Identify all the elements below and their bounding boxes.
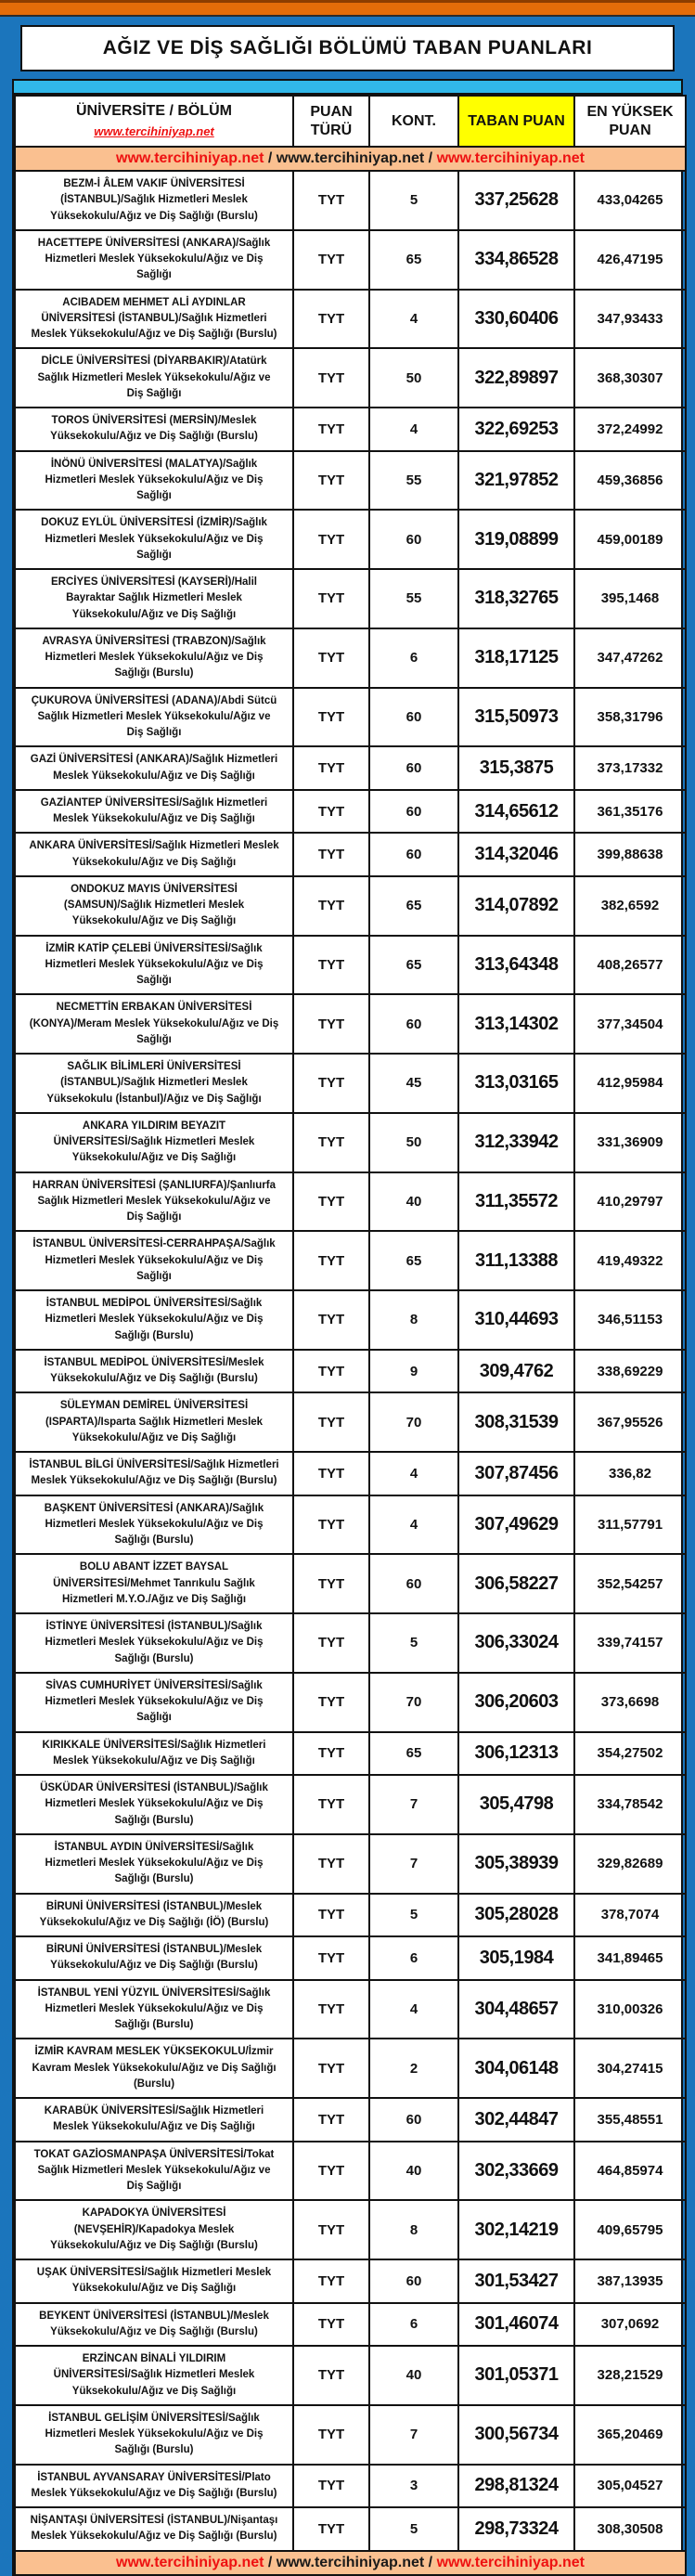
table-row xyxy=(15,746,686,790)
base-score-cell: 305,4798 xyxy=(458,1775,574,1834)
highest-score-cell: 365,20469 xyxy=(574,2405,686,2465)
university-cell: DOKUZ EYLÜL ÜNİVERSİTESİ (İZMİR)/Sağlık Hizmetleri Meslek Yüksekokulu/Ağız ve Diş Sağlığı xyxy=(15,510,293,569)
table-row xyxy=(15,1980,686,2039)
highest-score-cell: 399,88638 xyxy=(574,833,686,876)
base-score-cell: 330,60406 xyxy=(458,290,574,349)
highest-score-cell: 334,78542 xyxy=(574,1775,686,1834)
banner-separator: / xyxy=(264,2554,277,2570)
highest-score-cell: 377,34504 xyxy=(574,994,686,1054)
score-type-cell: TYT xyxy=(293,746,369,790)
score-type-cell: TYT xyxy=(293,510,369,569)
highest-score-cell: 307,0692 xyxy=(574,2303,686,2347)
university-cell: BEZM-İ ÂLEM VAKIF ÜNİVERSİTESİ (İSTANBUL)/Sağlık Hizmetleri Meslek Yüksekokulu/Ağız ve Diş Sağlığı (Burslu) xyxy=(15,171,293,230)
table-row xyxy=(15,2142,686,2201)
base-score-cell: 322,69253 xyxy=(458,408,574,451)
score-type-cell: TYT xyxy=(293,2405,369,2465)
university-cell: BOLU ABANT İZZET BAYSAL ÜNİVERSİTESİ/Mehmet Tanrıkulu Sağlık Hizmetleri M.Y.O./Ağız ve Diş Sağlığı xyxy=(15,1554,293,1613)
column-header-base-score xyxy=(458,96,574,147)
quota-cell: 60 xyxy=(369,1554,458,1613)
score-type-cell: TYT xyxy=(293,994,369,1054)
university-cell: SİVAS CUMHURİYET ÜNİVERSİTESİ/Sağlık Hizmetleri Meslek Yüksekokulu/Ağız ve Diş Sağlığı xyxy=(15,1673,293,1732)
top-banner-cell xyxy=(15,147,686,171)
highest-score-cell: 459,00189 xyxy=(574,510,686,569)
quota-cell: 4 xyxy=(369,290,458,349)
bottom-banner-cell xyxy=(15,2551,686,2575)
table-row xyxy=(15,1775,686,1834)
score-type-column-label: PUAN TÜRÜ xyxy=(310,103,353,138)
base-score-cell: 306,12313 xyxy=(458,1732,574,1776)
header-row xyxy=(15,96,686,147)
score-type-cell: TYT xyxy=(293,1732,369,1776)
base-score-cell: 314,65612 xyxy=(458,790,574,834)
highest-score-cell: 410,29797 xyxy=(574,1172,686,1232)
base-score-cell: 311,35572 xyxy=(458,1172,574,1232)
base-score-cell: 334,86528 xyxy=(458,230,574,290)
table-row xyxy=(15,1113,686,1172)
table-row xyxy=(15,994,686,1054)
quota-cell: 60 xyxy=(369,833,458,876)
highest-score-cell: 328,21529 xyxy=(574,2346,686,2405)
table-row xyxy=(15,1732,686,1776)
highest-score-cell: 346,51153 xyxy=(574,1290,686,1350)
university-cell: GAZİANTEP ÜNİVERSİTESİ/Sağlık Hizmetleri Meslek Yüksekokulu/Ağız ve Diş Sağlığı xyxy=(15,790,293,834)
quota-cell: 4 xyxy=(369,408,458,451)
score-type-cell: TYT xyxy=(293,1172,369,1232)
base-score-cell: 305,38939 xyxy=(458,1834,574,1894)
table-row xyxy=(15,2098,686,2142)
table-row xyxy=(15,833,686,876)
base-score-cell: 308,31539 xyxy=(458,1392,574,1452)
base-score-cell: 319,08899 xyxy=(458,510,574,569)
base-score-cell: 306,58227 xyxy=(458,1554,574,1613)
base-score-cell: 302,44847 xyxy=(458,2098,574,2142)
highest-score-cell: 361,35176 xyxy=(574,790,686,834)
university-cell: TOROS ÜNİVERSİTESİ (MERSİN)/Meslek Yüksekokulu/Ağız ve Diş Sağlığı (Burslu) xyxy=(15,408,293,451)
quota-cell: 60 xyxy=(369,746,458,790)
table-row xyxy=(15,2507,686,2551)
table-row xyxy=(15,230,686,290)
highest-score-cell: 308,30508 xyxy=(574,2507,686,2551)
highest-score-cell: 412,95984 xyxy=(574,1054,686,1113)
quota-cell: 6 xyxy=(369,1936,458,1980)
base-score-cell: 313,03165 xyxy=(458,1054,574,1113)
university-cell: ANKARA ÜNİVERSİTESİ/Sağlık Hizmetleri Meslek Yüksekokulu/Ağız ve Diş Sağlığı xyxy=(15,833,293,876)
score-type-cell: TYT xyxy=(293,1290,369,1350)
quota-cell: 60 xyxy=(369,2259,458,2303)
base-score-cell: 312,33942 xyxy=(458,1113,574,1172)
score-type-cell: TYT xyxy=(293,1936,369,1980)
university-cell: İSTANBUL AYVANSARAY ÜNİVERSİTESİ/Plato Meslek Yüksekokulu/Ağız ve Diş Sağlığı (Burslu) xyxy=(15,2465,293,2508)
score-type-cell: TYT xyxy=(293,1495,369,1555)
score-type-cell: TYT xyxy=(293,1834,369,1894)
table-row xyxy=(15,1290,686,1350)
score-type-cell: TYT xyxy=(293,1231,369,1290)
university-cell: İSTİNYE ÜNİVERSİTESİ (İSTANBUL)/Sağlık Hizmetleri Meslek Yüksekokulu/Ağız ve Diş Sağlığı (Burslu) xyxy=(15,1613,293,1673)
score-type-cell: TYT xyxy=(293,1775,369,1834)
table-row xyxy=(15,1172,686,1232)
quota-cell: 50 xyxy=(369,1113,458,1172)
table-row xyxy=(15,1392,686,1452)
quota-cell: 5 xyxy=(369,1613,458,1673)
university-cell: BİRUNİ ÜNİVERSİTESİ (İSTANBUL)/Meslek Yüksekokulu/Ağız ve Diş Sağlığı (Burslu) xyxy=(15,1936,293,1980)
table-row xyxy=(15,2200,686,2259)
highest-score-cell: 464,85974 xyxy=(574,2142,686,2201)
base-score-cell: 301,05371 xyxy=(458,2346,574,2405)
quota-cell: 7 xyxy=(369,2405,458,2465)
score-type-cell: TYT xyxy=(293,408,369,451)
top-banner-row xyxy=(15,147,686,171)
quota-cell: 60 xyxy=(369,510,458,569)
table-row xyxy=(15,1613,686,1673)
highest-score-cell: 382,6592 xyxy=(574,876,686,936)
score-type-cell: TYT xyxy=(293,2039,369,2098)
base-score-cell: 307,87456 xyxy=(458,1452,574,1495)
university-cell: ERZİNCAN BİNALİ YILDIRIM ÜNİVERSİTESİ/Sağlık Hizmetleri Meslek Yüksekokulu/Ağız ve Diş Sağlığı xyxy=(15,2346,293,2405)
blue-frame xyxy=(0,25,695,2576)
score-type-cell: TYT xyxy=(293,1113,369,1172)
university-cell: UŞAK ÜNİVERSİTESİ/Sağlık Hizmetleri Meslek Yüksekokulu/Ağız ve Diş Sağlığı xyxy=(15,2259,293,2303)
university-cell: İNÖNÜ ÜNİVERSİTESİ (MALATYA)/Sağlık Hizmetleri Meslek Yüksekokulu/Ağız ve Diş Sağlığı xyxy=(15,451,293,511)
score-type-cell: TYT xyxy=(293,1673,369,1732)
table-row xyxy=(15,628,686,688)
bottom-banner-row xyxy=(15,2551,686,2575)
table-row xyxy=(15,569,686,628)
tercihiniyap-footer-link-1[interactable]: www.tercihiniyap.net xyxy=(116,2554,264,2570)
score-type-cell: TYT xyxy=(293,2200,369,2259)
table-row xyxy=(15,688,686,747)
highest-score-cell: 338,69229 xyxy=(574,1350,686,1393)
table-row xyxy=(15,876,686,936)
top-orange-bar xyxy=(0,0,695,17)
highest-score-cell: 373,6698 xyxy=(574,1673,686,1732)
table-row xyxy=(15,290,686,349)
score-type-cell: TYT xyxy=(293,833,369,876)
quota-cell: 50 xyxy=(369,348,458,408)
column-header-score-type xyxy=(293,96,369,147)
quota-cell: 65 xyxy=(369,230,458,290)
table-row xyxy=(15,1554,686,1613)
table-row xyxy=(15,2039,686,2098)
base-score-cell: 305,28028 xyxy=(458,1894,574,1937)
highest-score-cell: 358,31796 xyxy=(574,688,686,747)
score-type-cell: TYT xyxy=(293,876,369,936)
table-row xyxy=(15,2465,686,2508)
university-cell: TOKAT GAZİOSMANPAŞA ÜNİVERSİTESİ/Tokat Sağlık Hizmetleri Meslek Yüksekokulu/Ağız ve Diş Sağlığı xyxy=(15,2142,293,2201)
score-type-cell: TYT xyxy=(293,2465,369,2508)
score-type-cell: TYT xyxy=(293,2303,369,2347)
score-type-cell: TYT xyxy=(293,2098,369,2142)
table-row xyxy=(15,348,686,408)
base-score-cell: 301,53427 xyxy=(458,2259,574,2303)
highest-score-cell: 459,36856 xyxy=(574,451,686,511)
highest-score-cell: 310,00326 xyxy=(574,1980,686,2039)
university-cell: ERCİYES ÜNİVERSİTESİ (KAYSERİ)/Halil Bayraktar Sağlık Hizmetleri Meslek Yüksekokulu/Ağız ve Diş Sağlığı xyxy=(15,569,293,628)
table-row xyxy=(15,1452,686,1495)
score-type-cell: TYT xyxy=(293,1980,369,2039)
base-score-cell: 322,89897 xyxy=(458,348,574,408)
university-cell: BAŞKENT ÜNİVERSİTESİ (ANKARA)/Sağlık Hizmetleri Meslek Yüksekokulu/Ağız ve Diş Sağlığı (Burslu) xyxy=(15,1495,293,1555)
score-type-cell: TYT xyxy=(293,2259,369,2303)
quota-cell: 55 xyxy=(369,569,458,628)
table-row xyxy=(15,2259,686,2303)
university-cell: KIRIKKALE ÜNİVERSİTESİ/Sağlık Hizmetleri Meslek Yüksekokulu/Ağız ve Diş Sağlığı xyxy=(15,1732,293,1776)
quota-cell: 3 xyxy=(369,2465,458,2508)
tercihiniyap-header-link[interactable]: www.tercihiniyap.net xyxy=(94,124,214,138)
table-row xyxy=(15,1894,686,1937)
table-row xyxy=(15,408,686,451)
table-row xyxy=(15,790,686,834)
highest-score-cell: 347,47262 xyxy=(574,628,686,688)
quota-cell: 7 xyxy=(369,1834,458,1894)
banner-separator: / xyxy=(424,150,437,166)
quota-cell: 40 xyxy=(369,2346,458,2405)
university-cell: İSTANBUL GELİŞİM ÜNİVERSİTESİ/Sağlık Hizmetleri Meslek Yüksekokulu/Ağız ve Diş Sağlığı (Burslu) xyxy=(15,2405,293,2465)
table-row xyxy=(15,1834,686,1894)
score-type-cell: TYT xyxy=(293,1392,369,1452)
table-panel xyxy=(12,79,683,2576)
column-header-university xyxy=(15,96,293,147)
score-type-cell: TYT xyxy=(293,1613,369,1673)
base-score-cell: 313,14302 xyxy=(458,994,574,1054)
highest-score-cell: 373,17332 xyxy=(574,746,686,790)
university-cell: İZMİR KATİP ÇELEBİ ÜNİVERSİTESİ/Sağlık Hizmetleri Meslek Yüksekokulu/Ağız ve Diş Sağlığı xyxy=(15,936,293,995)
base-score-cell: 311,13388 xyxy=(458,1231,574,1290)
base-score-cell: 301,46074 xyxy=(458,2303,574,2347)
university-cell: İSTANBUL ÜNİVERSİTESİ-CERRAHPAŞA/Sağlık Hizmetleri Meslek Yüksekokulu/Ağız ve Diş Sağlığı xyxy=(15,1231,293,1290)
university-cell: ÜSKÜDAR ÜNİVERSİTESİ (İSTANBUL)/Sağlık Hizmetleri Meslek Yüksekokulu/Ağız ve Diş Sağlığı (Burslu) xyxy=(15,1775,293,1834)
base-score-cell: 298,81324 xyxy=(458,2465,574,2508)
table-row xyxy=(15,1350,686,1393)
university-cell: SAĞLIK BİLİMLERİ ÜNİVERSİTESİ (İSTANBUL)/Sağlık Hizmetleri Meslek Yüksekokulu (İstanbul)/Ağız ve Diş Sağlığı xyxy=(15,1054,293,1113)
highest-score-cell: 329,82689 xyxy=(574,1834,686,1894)
score-type-cell: TYT xyxy=(293,1452,369,1495)
highest-score-cell: 304,27415 xyxy=(574,2039,686,2098)
table-row xyxy=(15,936,686,995)
highest-score-cell: 352,54257 xyxy=(574,1554,686,1613)
university-cell: DİCLE ÜNİVERSİTESİ (DİYARBAKIR)/Atatürk Sağlık Hizmetleri Meslek Yüksekokulu/Ağız ve Diş Sağlığı xyxy=(15,348,293,408)
score-type-cell: TYT xyxy=(293,230,369,290)
university-cell: İSTANBUL BİLGİ ÜNİVERSİTESİ/Sağlık Hizmetleri Meslek Yüksekokulu/Ağız ve Diş Sağlığı (Burslu) xyxy=(15,1452,293,1495)
score-type-cell: TYT xyxy=(293,1350,369,1393)
quota-cell: 60 xyxy=(369,688,458,747)
highest-score-cell: 336,82 xyxy=(574,1452,686,1495)
highest-score-cell: 339,74157 xyxy=(574,1613,686,1673)
base-score-cell: 314,32046 xyxy=(458,833,574,876)
table-row xyxy=(15,1673,686,1732)
university-column-label: ÜNİVERSİTE / BÖLÜM xyxy=(75,103,232,119)
banner-separator: / xyxy=(264,150,277,166)
score-type-cell: TYT xyxy=(293,2142,369,2201)
tercihiniyap-banner-link-2[interactable]: www.tercihiniyap.net xyxy=(276,150,425,166)
score-type-cell: TYT xyxy=(293,290,369,349)
quota-cell: 5 xyxy=(369,171,458,230)
quota-cell: 4 xyxy=(369,1495,458,1555)
column-header-highest-score xyxy=(574,96,686,147)
university-cell: İSTANBUL MEDİPOL ÜNİVERSİTESİ/Sağlık Hizmetleri Meslek Yüksekokulu/Ağız ve Diş Sağlığı (Burslu) xyxy=(15,1290,293,1350)
university-cell: SÜLEYMAN DEMİREL ÜNİVERSİTESİ (ISPARTA)/Isparta Sağlık Hizmetleri Meslek Yüksekokulu/Ağız ve Diş Sağlığı xyxy=(15,1392,293,1452)
score-type-cell: TYT xyxy=(293,2507,369,2551)
table-row xyxy=(15,2303,686,2347)
university-cell: BEYKENT ÜNİVERSİTESİ (İSTANBUL)/Meslek Yüksekokulu/Ağız ve Diş Sağlığı (Burslu) xyxy=(15,2303,293,2347)
page-title: AĞIZ VE DİŞ SAĞLIĞI BÖLÜMÜ TABAN PUANLARI xyxy=(20,25,675,71)
base-score-cell: 314,07892 xyxy=(458,876,574,936)
highest-score-cell: 354,27502 xyxy=(574,1732,686,1776)
highest-score-cell: 367,95526 xyxy=(574,1392,686,1452)
university-cell: AVRASYA ÜNİVERSİTESİ (TRABZON)/Sağlık Hizmetleri Meslek Yüksekokulu/Ağız ve Diş Sağlığı (Burslu) xyxy=(15,628,293,688)
base-score-cell: 309,4762 xyxy=(458,1350,574,1393)
university-cell: ÇUKUROVA ÜNİVERSİTESİ (ADANA)/Abdi Sütcü Sağlık Hizmetleri Meslek Yüksekokulu/Ağız ve Diş Sağlığı xyxy=(15,688,293,747)
quota-cell: 60 xyxy=(369,790,458,834)
university-cell: KARABÜK ÜNİVERSİTESİ/Sağlık Hizmetleri Meslek Yüksekokulu/Ağız ve Diş Sağlığı xyxy=(15,2098,293,2142)
quota-cell: 65 xyxy=(369,1732,458,1776)
quota-cell: 60 xyxy=(369,994,458,1054)
highest-score-cell: 355,48551 xyxy=(574,2098,686,2142)
score-type-cell: TYT xyxy=(293,688,369,747)
score-type-cell: TYT xyxy=(293,2346,369,2405)
table-row xyxy=(15,510,686,569)
base-score-cell: 298,73324 xyxy=(458,2507,574,2551)
base-score-cell: 318,17125 xyxy=(458,628,574,688)
base-score-cell: 304,48657 xyxy=(458,1980,574,2039)
base-score-cell: 306,20603 xyxy=(458,1673,574,1732)
table-row xyxy=(15,1054,686,1113)
quota-cell: 55 xyxy=(369,451,458,511)
quota-cell: 70 xyxy=(369,1392,458,1452)
highest-score-cell: 372,24992 xyxy=(574,408,686,451)
tercihiniyap-footer-link-3[interactable]: www.tercihiniyap.net xyxy=(436,2554,585,2570)
base-score-cell: 315,3875 xyxy=(458,746,574,790)
cyan-divider-bar xyxy=(14,81,681,95)
quota-cell: 65 xyxy=(369,936,458,995)
base-score-cell: 305,1984 xyxy=(458,1936,574,1980)
table-row xyxy=(15,2405,686,2465)
quota-cell: 4 xyxy=(369,1980,458,2039)
quota-cell: 8 xyxy=(369,1290,458,1350)
quota-cell: 6 xyxy=(369,2303,458,2347)
column-header-quota xyxy=(369,96,458,147)
score-type-cell: TYT xyxy=(293,1054,369,1113)
quota-cell: 65 xyxy=(369,1231,458,1290)
university-cell: HARRAN ÜNİVERSİTESİ (ŞANLIURFA)/Şanlıurfa Sağlık Hizmetleri Meslek Yüksekokulu/Ağız ve Diş Sağlığı xyxy=(15,1172,293,1232)
quota-cell: 7 xyxy=(369,1775,458,1834)
table-row xyxy=(15,1936,686,1980)
quota-cell: 8 xyxy=(369,2200,458,2259)
base-score-cell: 321,97852 xyxy=(458,451,574,511)
university-cell: İZMİR KAVRAM MESLEK YÜKSEKOKULU/İzmir Kavram Meslek Yüksekokulu/Ağız ve Diş Sağlığı (Burslu) xyxy=(15,2039,293,2098)
quota-cell: 70 xyxy=(369,1673,458,1732)
university-cell: İSTANBUL AYDIN ÜNİVERSİTESİ/Sağlık Hizmetleri Meslek Yüksekokulu/Ağız ve Diş Sağlığı (Burslu) xyxy=(15,1834,293,1894)
quota-cell: 60 xyxy=(369,2098,458,2142)
university-cell: NİŞANTAŞI ÜNİVERSİTESİ (İSTANBUL)/Nişantaşı Meslek Yüksekokulu/Ağız ve Diş Sağlığı (Burslu) xyxy=(15,2507,293,2551)
score-type-cell: TYT xyxy=(293,569,369,628)
table-row xyxy=(15,171,686,230)
score-type-cell: TYT xyxy=(293,1894,369,1937)
score-type-cell: TYT xyxy=(293,171,369,230)
quota-cell: 40 xyxy=(369,1172,458,1232)
score-type-cell: TYT xyxy=(293,790,369,834)
base-score-cell: 310,44693 xyxy=(458,1290,574,1350)
tercihiniyap-banner-link-1[interactable]: www.tercihiniyap.net xyxy=(116,150,264,166)
highest-score-cell: 368,30307 xyxy=(574,348,686,408)
table-row xyxy=(15,1231,686,1290)
quota-cell: 6 xyxy=(369,628,458,688)
base-score-cell: 302,14219 xyxy=(458,2200,574,2259)
quota-cell: 2 xyxy=(369,2039,458,2098)
university-cell: İSTANBUL YENİ YÜZYIL ÜNİVERSİTESİ/Sağlık Hizmetleri Meslek Yüksekokulu/Ağız ve Diş Sağlığı (Burslu) xyxy=(15,1980,293,2039)
score-type-cell: TYT xyxy=(293,348,369,408)
highest-score-cell: 341,89465 xyxy=(574,1936,686,1980)
highest-score-cell: 331,36909 xyxy=(574,1113,686,1172)
quota-cell: 5 xyxy=(369,2507,458,2551)
base-score-cell: 315,50973 xyxy=(458,688,574,747)
table-row xyxy=(15,451,686,511)
highest-score-cell: 311,57791 xyxy=(574,1495,686,1555)
highest-score-cell: 433,04265 xyxy=(574,171,686,230)
score-type-cell: TYT xyxy=(293,1554,369,1613)
base-score-cell: 337,25628 xyxy=(458,171,574,230)
base-score-cell: 318,32765 xyxy=(458,569,574,628)
quota-cell: 45 xyxy=(369,1054,458,1113)
base-score-cell: 313,64348 xyxy=(458,936,574,995)
highest-score-cell: 347,93433 xyxy=(574,290,686,349)
university-cell: HACETTEPE ÜNİVERSİTESİ (ANKARA)/Sağlık Hizmetleri Meslek Yüksekokulu/Ağız ve Diş Sağlığı xyxy=(15,230,293,290)
highest-score-cell: 378,7074 xyxy=(574,1894,686,1937)
score-type-cell: TYT xyxy=(293,628,369,688)
base-score-cell: 300,56734 xyxy=(458,2405,574,2465)
table-row xyxy=(15,2346,686,2405)
university-cell: NECMETTİN ERBAKAN ÜNİVERSİTESİ (KONYA)/Meram Meslek Yüksekokulu/Ağız ve Diş Sağlığı xyxy=(15,994,293,1054)
base-score-cell: 307,49629 xyxy=(458,1495,574,1555)
highest-score-cell: 387,13935 xyxy=(574,2259,686,2303)
quota-column-label: KONT. xyxy=(392,112,436,129)
table-row xyxy=(15,1495,686,1555)
university-cell: İSTANBUL MEDİPOL ÜNİVERSİTESİ/Meslek Yüksekokulu/Ağız ve Diş Sağlığı (Burslu) xyxy=(15,1350,293,1393)
score-type-cell: TYT xyxy=(293,451,369,511)
highest-score-cell: 408,26577 xyxy=(574,936,686,995)
quota-cell: 40 xyxy=(369,2142,458,2201)
university-cell: ONDOKUZ MAYIS ÜNİVERSİTESİ (SAMSUN)/Sağlık Hizmetleri Meslek Yüksekokulu/Ağız ve Diş Sağlığı xyxy=(15,876,293,936)
tercihiniyap-footer-link-2[interactable]: www.tercihiniyap.net xyxy=(276,2554,425,2570)
highest-score-cell: 395,1468 xyxy=(574,569,686,628)
highest-score-cell: 426,47195 xyxy=(574,230,686,290)
university-cell: ACIBADEM MEHMET ALİ AYDINLAR ÜNİVERSİTESİ (İSTANBUL)/Sağlık Hizmetleri Meslek Yüksekokulu/Ağız ve Diş Sağlığı (Burslu) xyxy=(15,290,293,349)
banner-separator: / xyxy=(424,2554,437,2570)
base-score-cell: 306,33024 xyxy=(458,1613,574,1673)
highest-score-cell: 419,49322 xyxy=(574,1231,686,1290)
highest-score-cell: 409,65795 xyxy=(574,2200,686,2259)
university-cell: ANKARA YILDIRIM BEYAZIT ÜNİVERSİTESİ/Sağlık Hizmetleri Meslek Yüksekokulu/Ağız ve Diş Sağlığı xyxy=(15,1113,293,1172)
quota-cell: 5 xyxy=(369,1894,458,1937)
quota-cell: 65 xyxy=(369,876,458,936)
university-cell: GAZİ ÜNİVERSİTESİ (ANKARA)/Sağlık Hizmetleri Meslek Yüksekokulu/Ağız ve Diş Sağlığı xyxy=(15,746,293,790)
quota-cell: 9 xyxy=(369,1350,458,1393)
highest-score-column-label: EN YÜKSEK PUAN xyxy=(586,103,674,138)
quota-cell: 4 xyxy=(369,1452,458,1495)
base-score-column-label: TABAN PUAN xyxy=(468,112,565,129)
university-cell: KAPADOKYA ÜNİVERSİTESİ (NEVŞEHİR)/Kapadokya Meslek Yüksekokulu/Ağız ve Diş Sağlığı (Burslu) xyxy=(15,2200,293,2259)
base-score-cell: 302,33669 xyxy=(458,2142,574,2201)
scores-table xyxy=(14,95,687,2576)
highest-score-cell: 305,04527 xyxy=(574,2465,686,2508)
score-type-cell: TYT xyxy=(293,936,369,995)
tercihiniyap-banner-link-3[interactable]: www.tercihiniyap.net xyxy=(436,150,585,166)
university-cell: BİRUNİ ÜNİVERSİTESİ (İSTANBUL)/Meslek Yüksekokulu/Ağız ve Diş Sağlığı (İÖ) (Burslu) xyxy=(15,1894,293,1937)
base-score-cell: 304,06148 xyxy=(458,2039,574,2098)
